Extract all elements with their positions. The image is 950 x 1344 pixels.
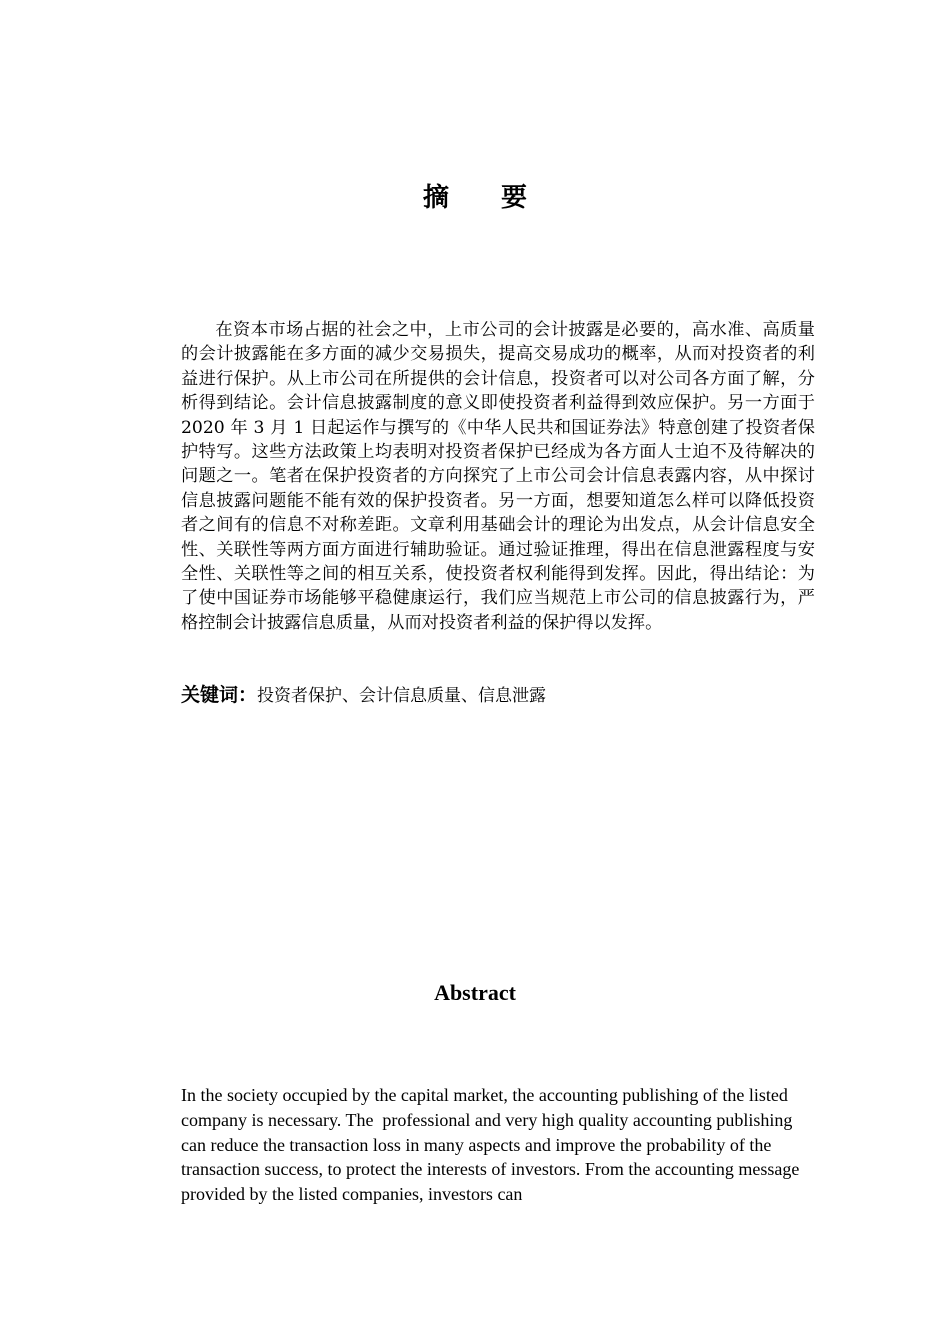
english-abstract-body: In the society occupied by the capital market, the accounting publishing of the listed company is necessary. The professional and very high quality accounting publishing can reduce the transaction loss in many aspects and improve the probability of the transaction success, to protect the interests of investors. From the accounting message provided by the listed companies, investors can (181, 1085, 804, 1205)
chinese-abstract-title (0, 178, 950, 218)
english-abstract-title: Abstract (434, 980, 516, 1005)
chinese-keywords (181, 681, 815, 710)
keywords-label: 关键词： (181, 684, 258, 706)
title-char-1: 摘 (422, 183, 449, 213)
title-char-2: 要 (501, 183, 528, 213)
chinese-abstract-body: 在资本市场占据的社会之中，上市公司的会计披露是必要的，高水准、高质量的会计披露能在多方面的减少交易损失，提高交易成功的概率，从而对投资者的利益进行保护。从上市公司在所提供的会计信息，投资者可以对公司各方面了解，分析得到结论。会计信息披露制度的意义即使投资者利益得到效应保护。另一方面于 2020 年 3 月 1 日起运作与撰写的《中华人民共和国证券法》特意创建了投资者保护特写。这些方法政策上均表明对投资者保护已经成为各方面人士迫不及待解决的问题之一。笔者在保护投资者的方向探究了上市公司会计信息表露内容，从中探讨信息披露问题能不能有效的保护投资者。另一方面，想要知道怎么样可以降低投资者之间有的信息不对称差距。文章利用基础会计的理论为出发点，从会计信息安全性、关联性等两方面方面进行辅助验证。通过验证推理，得出在信息泄露程度与安全性、关联性等之间的相互关系，使投资者权利能得到发挥。因此，得出结论：为了使中国证券市场能够平稳健康运行，我们应当规范上市公司的信息披露行为，严格控制会计披露信息质量，从而对投资者利益的保护得以发挥。 (181, 320, 815, 633)
keywords-text: 投资者保护、会计信息质量、信息泄露 (257, 686, 547, 706)
